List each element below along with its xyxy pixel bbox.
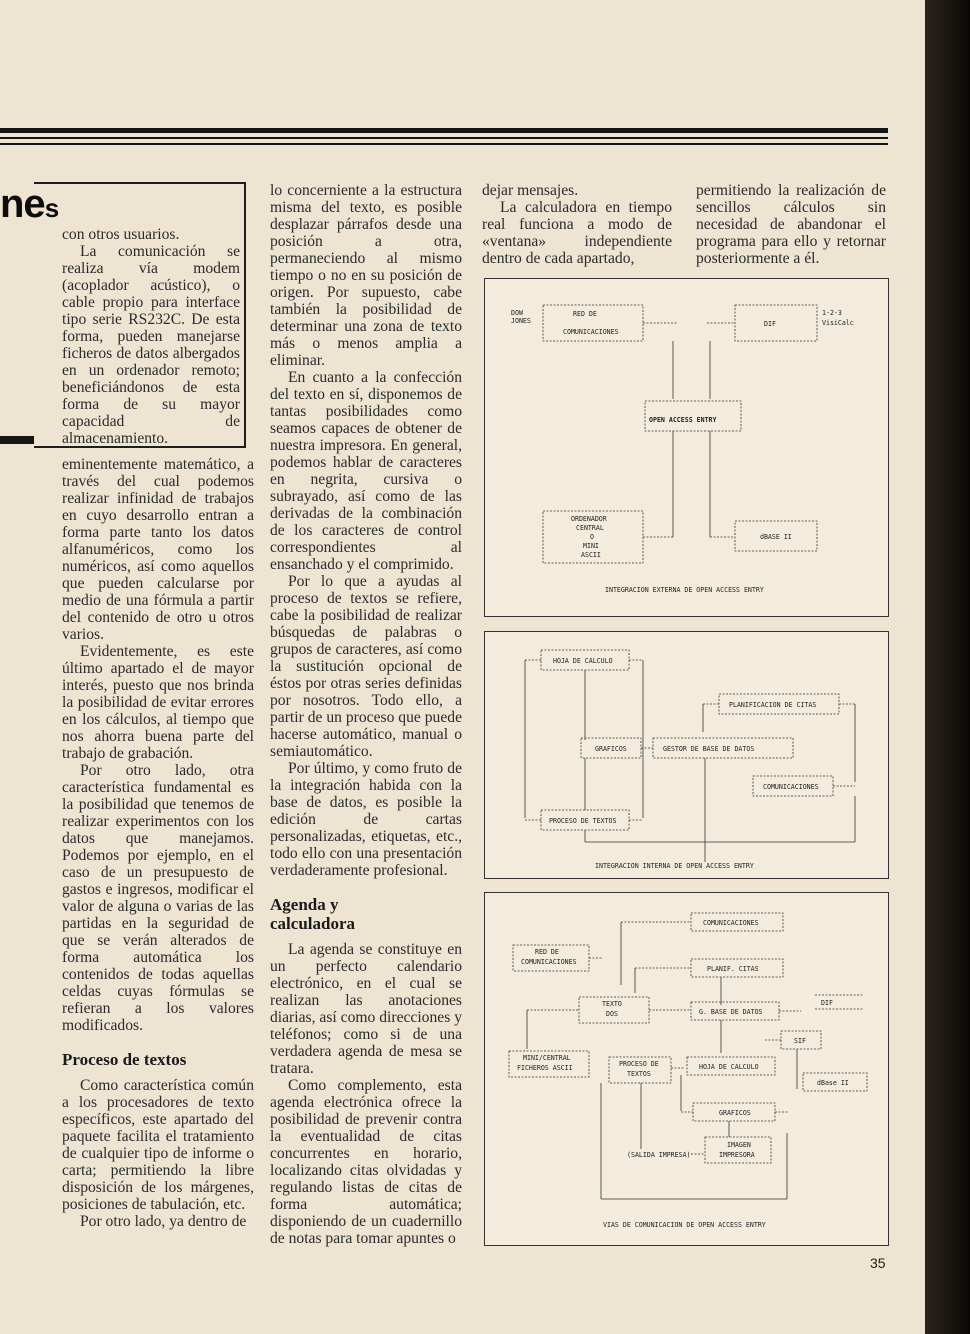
body-paragraph: lo concerniente a la estructura misma del texto, es posible desplazar párrafos desde una posición a otra, permaneciendo al mismo tiempo o no en su posición de origen. Por supuesto, cabe también la posibilidad de determinar una zona de texto más o menos amplia a eliminar. [270,182,462,369]
body-paragraph: Por otro lado, otra característica fundamental es la posibilidad que tenemos de realizar experimentos con los datos que manejamos. Podemos por ejemplo, en el caso de un presupuesto de gastos e ingresos, modificar el valor de alguna o varias de las partidas en la seguridad de que se verán alterados de forma automática los contenidos de todas aquellas celdas cuyas fórmulas se refieran a los valores modificados. [62,762,254,1034]
column-2 [270,182,462,1247]
body-paragraph: Por lo que a ayudas al proceso de textos se refiere, cabe la posibilidad de realizar búsquedas de palabras o grupos de caracteres, así como la sustitución opcional de éstos por otras series definidas por nosotros. Todo ello, a partir de un proceso que puede hacerse automático, manual o semiautomático. [270,573,462,760]
node-mini: MINI/CENTRAL [523,1054,571,1062]
figure-2-diagram [485,632,888,878]
figure-external-integration [484,278,889,617]
body-paragraph: eminentemente matemático, a través del cual podemos realizar infinidad de trabajos en cuyo desarrollo entran a forma parte tanto los datos alfanuméricos, como los numéricos, así como aquellos que pueden calcularse por medio de una fórmula a partir del contenido de otro u otros varios. [62,456,254,643]
body-paragraph: La calculadora en tiempo real funciona a modo de «ventana» independiente dentro de cada apartado, [482,199,672,267]
top-rule-thin [0,137,888,139]
top-rule-thick [0,128,888,133]
figure-1-diagram [485,279,888,616]
node-planif: PLANIF. CITAS [707,965,759,973]
figure-caption: INTEGRACION INTERNA DE OPEN ACCESS ENTRY [595,862,754,870]
node-proceso: TEXTOS [627,1070,651,1078]
node-123: 1-2-3 [822,309,842,317]
node-visicalc: VisiCalc [822,319,854,327]
figure-3-diagram [485,893,888,1245]
node-texto: TEXTO [602,1000,622,1008]
node-dif: DIF [764,320,776,328]
node-graficos: GRAFICOS [719,1109,751,1117]
node-sif: SIF [794,1037,806,1045]
figure-internal-integration [484,631,889,879]
headline-fragment: nes [0,182,59,226]
node-red: RED DE [535,948,559,956]
node-open-access: OPEN ACCESS ENTRY [649,416,717,424]
sidebar-paragraph: La comunicación se realiza vía modem (acoplador acústico), o cable propio para interface tipo serie RS232C. De esta forma, pueden manejarse ficheros de datos albergados en un ordenador remoto; beneficiándonos de esta forma de su mayor capacidad de almacenamiento. [62,243,240,447]
node-gbase: G. BASE DE DATOS [699,1008,763,1016]
node-hoja: HOJA DE CALCULO [553,657,613,665]
left-margin-rule [0,436,34,444]
node-salida: (SALIDA IMPRESA) [627,1151,691,1159]
section-heading: Agenda y calculadora [270,895,355,933]
body-paragraph: Evidentemente, es este último apartado el de mayor interés, puesto que nos brinda la posibilidad de evitar errores en los cálculos, al tiempo que nos ahorra buena parte del trabajo de grabación. [62,643,254,762]
column-4 [696,182,886,267]
sidebar-text [62,226,240,447]
node-comunicaciones: COMUNICACIONES [763,783,819,791]
node-ordenador: CENTRAL [576,524,604,532]
figure-caption: INTEGRACION EXTERNA DE OPEN ACCESS ENTRY [605,586,764,594]
node-gestor: GESTOR DE BASE DE DATOS [663,745,755,753]
node-imagen: IMAGEN [727,1141,751,1149]
node-mini: FICHEROS ASCII [517,1064,573,1072]
node-ordenador: ASCII [581,551,601,559]
node-proceso: PROCESO DE [619,1060,659,1068]
node-planificacion: PLANIFICACION DE CITAS [729,701,817,709]
column-1 [62,456,254,1230]
body-paragraph: La agenda se constituye en un perfecto calendario electrónico, en el cual se realizan las anotaciones diarias, así como direcciones y teléfonos; como si de una verdadera agenda de mesa se tratara. [270,941,462,1077]
node-red: COMUNICACIONES [521,958,577,966]
body-paragraph: permitiendo la realización de sencillos cálculos sin necesidad de abandonar el programa para ello y retornar posteriormente a él. [696,182,886,267]
node-dbase: dBase II [817,1079,849,1087]
node-dbase: dBASE II [760,533,792,541]
sidebar-paragraph: con otros usuarios. [62,226,180,243]
body-paragraph: Como característica común a los procesadores de texto específicos, este apartado del paquete facilita el tratamiento de cualquier tipo de informe o carta; permitiendo la libre disposición de los márgenes, posiciones de tabulación, etc. [62,1077,254,1213]
top-rule-thin-2 [0,143,888,145]
node-red-label: RED DE [573,310,597,318]
node-hoja: HOJA DE CALCULO [699,1063,759,1071]
node-ordenador: MINI [583,542,599,550]
node-texto: DOS [606,1010,618,1018]
page-number: 35 [870,1255,886,1271]
node-proceso: PROCESO DE TEXTOS [549,817,617,825]
section-heading: Proceso de textos [62,1050,187,1069]
body-paragraph: En cuanto a la confección del texto en sí, disponemos de tantas posibilidades como seamos capaces de obtener de nuestra impresora. En general, podemos hablar de caracteres en negrita, cursiva o subrayado, así como de las derivadas de la combinación de los caracteres de control correspondientes al ensanchado y el comprimido. [270,369,462,573]
body-paragraph: dejar mensajes. [482,182,579,199]
body-paragraph: Por otro lado, ya dentro de [80,1213,247,1230]
node-impresora: IMPRESORA [719,1151,755,1159]
node-box [735,305,817,341]
node-dif: DIF [821,999,833,1007]
node-comunicaciones: COMUNICACIONES [703,919,759,927]
node-dow-jones: DOW JONES [511,309,531,325]
figure-communication-paths [484,892,889,1246]
column-3 [482,182,672,267]
figure-caption: VIAS DE COMUNICACION DE OPEN ACCESS ENTRY [603,1221,766,1229]
node-graficos: GRAFICOS [595,745,627,753]
body-paragraph: Por último, y como fruto de la integración habida con la base de datos, es posible la edición de cartas personalizadas, etiquetas, etc., todo ello con una presentación verdaderamente profesional. [270,760,462,879]
node-ordenador: O [590,533,594,541]
book-edge [925,0,970,1334]
body-paragraph: Como complemento, esta agenda electrónica ofrece la posibilidad de prevenir contra la eventualidad de citas concurrentes en horario, localizando citas olvidadas y regulando listas de citas de forma automática; disponiendo de un cuadernillo de notas para tomar apuntes o [270,1077,462,1247]
node-red-label: COMUNICACIONES [563,328,619,336]
node-ordenador: ORDENADOR [571,515,607,523]
